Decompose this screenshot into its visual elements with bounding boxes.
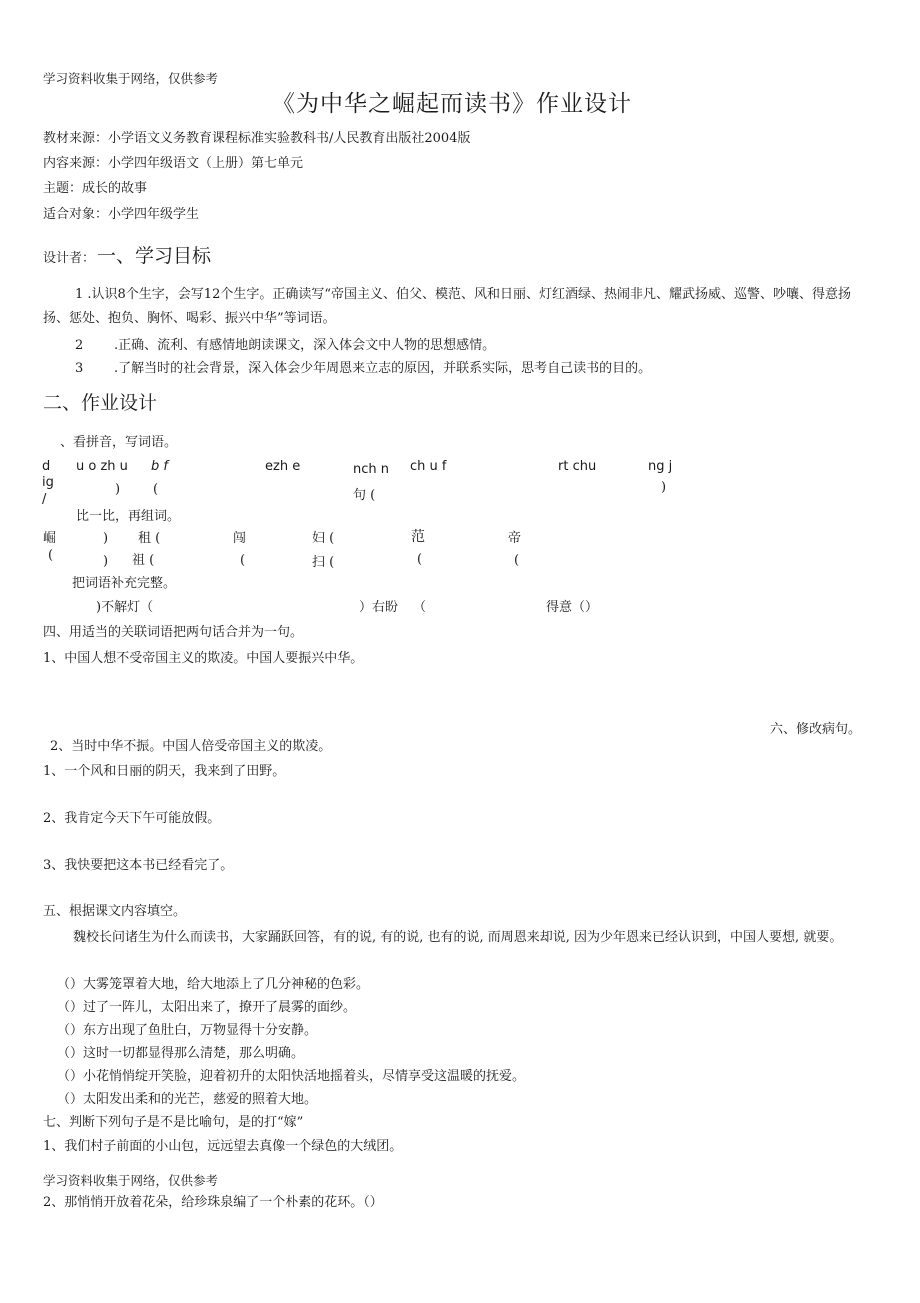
compare-heading: 比一比，再组词。 xyxy=(76,509,181,524)
section-5-heading: 五、根据课文内容填空。 xyxy=(43,904,187,919)
compare-item: 帝 xyxy=(508,531,522,546)
complete-item: 得意（） xyxy=(546,600,599,615)
compare-blank: ( xyxy=(240,553,246,568)
section-6-heading: 六、修改病句。 xyxy=(770,722,862,737)
compare-item: 闯 xyxy=(233,531,247,546)
compare-blank: ) xyxy=(103,554,109,569)
pinyin-blank: ) xyxy=(115,482,121,497)
compare-item: 妇 ( xyxy=(312,531,335,546)
pinyin-blank: 句 ( xyxy=(353,488,376,503)
ordering-item: （）这时一切都显得那么清楚，那么明确。 xyxy=(57,1046,305,1061)
goal-3-number: 3 xyxy=(75,361,84,376)
compare-item: 崛 xyxy=(43,531,57,546)
complete-item: ）右盼 xyxy=(359,600,399,615)
pinyin-heading: 、看拼音，写词语。 xyxy=(60,435,178,450)
pinyin-item: ezh e xyxy=(265,459,301,474)
pinyin-item: nch n xyxy=(353,462,389,477)
pinyin-item: b f xyxy=(151,459,168,474)
complete-item: )不解灯（ xyxy=(96,600,154,615)
theme: 主题：成长的故事 xyxy=(43,181,148,196)
goal-2-number: 2 xyxy=(75,338,84,353)
section-4-heading: 四、用适当的关联词语把两句话合并为一句。 xyxy=(43,625,304,640)
compare-blank: ) xyxy=(103,531,109,546)
pinyin-blank: ( xyxy=(153,482,159,497)
section-6-question-1: 1、一个风和日丽的阴天，我来到了田野。 xyxy=(43,764,286,779)
section-7-question-1: 1、我们村子前面的小山包，远远望去真像一个绿色的大绒团。 xyxy=(43,1139,403,1154)
compare-blank: ( xyxy=(48,548,54,563)
section-5-text: 魏校长问诸生为什么而读书，大家踊跃回答，有的说, 有的说, 也有的说, 而周恩来却说, 因为少年恩来已经认识到，中国人要想, 就要。 xyxy=(73,930,843,945)
document-title: 《为中华之崛起而读书》作业设计 xyxy=(272,91,632,117)
section-7-heading: 七、判断下列句子是不是比喻句，是的打“嫁” xyxy=(43,1115,304,1130)
goal-3: .了解当时的社会背景，深入体会少年周恩来立志的原因，并联系实际，思考自己读书的目的。 xyxy=(114,361,652,376)
compare-item: 范 xyxy=(411,529,425,545)
pinyin-item: u o zh u xyxy=(76,459,128,474)
ordering-item: （）东方出现了鱼肚白，万物显得十分安静。 xyxy=(57,1023,318,1038)
compare-item: 租 ( xyxy=(138,531,161,546)
section-7-question-2: 2、那悄悄开放着花朵，给珍珠泉编了一个朴素的花环。（） xyxy=(43,1195,383,1210)
compare-item: 扫 ( xyxy=(312,555,335,570)
complete-heading: 把词语补充完整。 xyxy=(72,576,177,591)
ordering-item: （）过了一阵儿，太阳出来了，撩开了晨雾的面纱。 xyxy=(57,1000,357,1015)
compare-item: 祖 ( xyxy=(132,553,155,568)
pinyin-item: ig xyxy=(42,475,54,490)
section-4-question-2: 2、当时中华不振。中国人倍受帝国主义的欺凌。 xyxy=(50,739,332,754)
designer-label: 设计者： xyxy=(43,251,96,266)
goal-1: 1 .认识8个生字，会写12个生字。正确读写“帝国主义、伯父、模范、风和日丽、灯红酒绿、热闹非凡、耀武扬威、巡警、吵嚷、得意扬扬、惩处、抱负、胸怀、喝彩、振兴中华”等词语。 xyxy=(43,287,851,326)
section-2-heading: 二、作业设计 xyxy=(43,392,158,414)
section-6-question-3: 3、我快要把这本书已经看完了。 xyxy=(43,858,234,873)
textbook-source: 教材来源：小学语文义务教育课程标准实验教科书/人民教育出版社2004版 xyxy=(43,131,471,146)
compare-blank: ( xyxy=(417,552,423,567)
section-6-question-2: 2、我肯定今天下午可能放假。 xyxy=(43,811,221,826)
complete-item: （ xyxy=(413,600,427,615)
pinyin-item: rt chu xyxy=(558,459,597,474)
ordering-item: （）太阳发出柔和的光芒，慈爱的照着大地。 xyxy=(57,1092,318,1107)
pinyin-item: d xyxy=(42,459,51,474)
goal-2: .正确、流利、有感情地朗读课文，深入体会文中人物的思想感情。 xyxy=(114,338,496,353)
pinyin-item: ng j xyxy=(648,459,673,474)
source-note-top: 学习资料收集于网络，仅供参考 xyxy=(43,71,219,86)
section-4-question-1: 1、中国人想不受帝国主义的欺凌。中国人要振兴中华。 xyxy=(43,651,364,666)
ordering-item: （）小花悄悄绽开笑脸，迎着初升的太阳快活地摇着头，尽情享受这温暖的抚爱。 xyxy=(57,1069,526,1084)
pinyin-mark: / xyxy=(42,492,47,507)
target-audience: 适合对象：小学四年级学生 xyxy=(43,207,200,222)
source-note-bottom: 学习资料收集于网络，仅供参考 xyxy=(43,1173,219,1188)
content-source: 内容来源：小学四年级语文（上册）第七单元 xyxy=(43,156,304,171)
ordering-item: （）大雾笼罩着大地，给大地添上了几分神秘的色彩。 xyxy=(57,977,370,992)
pinyin-blank: ) xyxy=(661,480,667,495)
compare-blank: ( xyxy=(514,553,520,568)
goals-heading: 一、学习目标 xyxy=(97,245,212,267)
pinyin-item: ch u f xyxy=(410,459,447,474)
